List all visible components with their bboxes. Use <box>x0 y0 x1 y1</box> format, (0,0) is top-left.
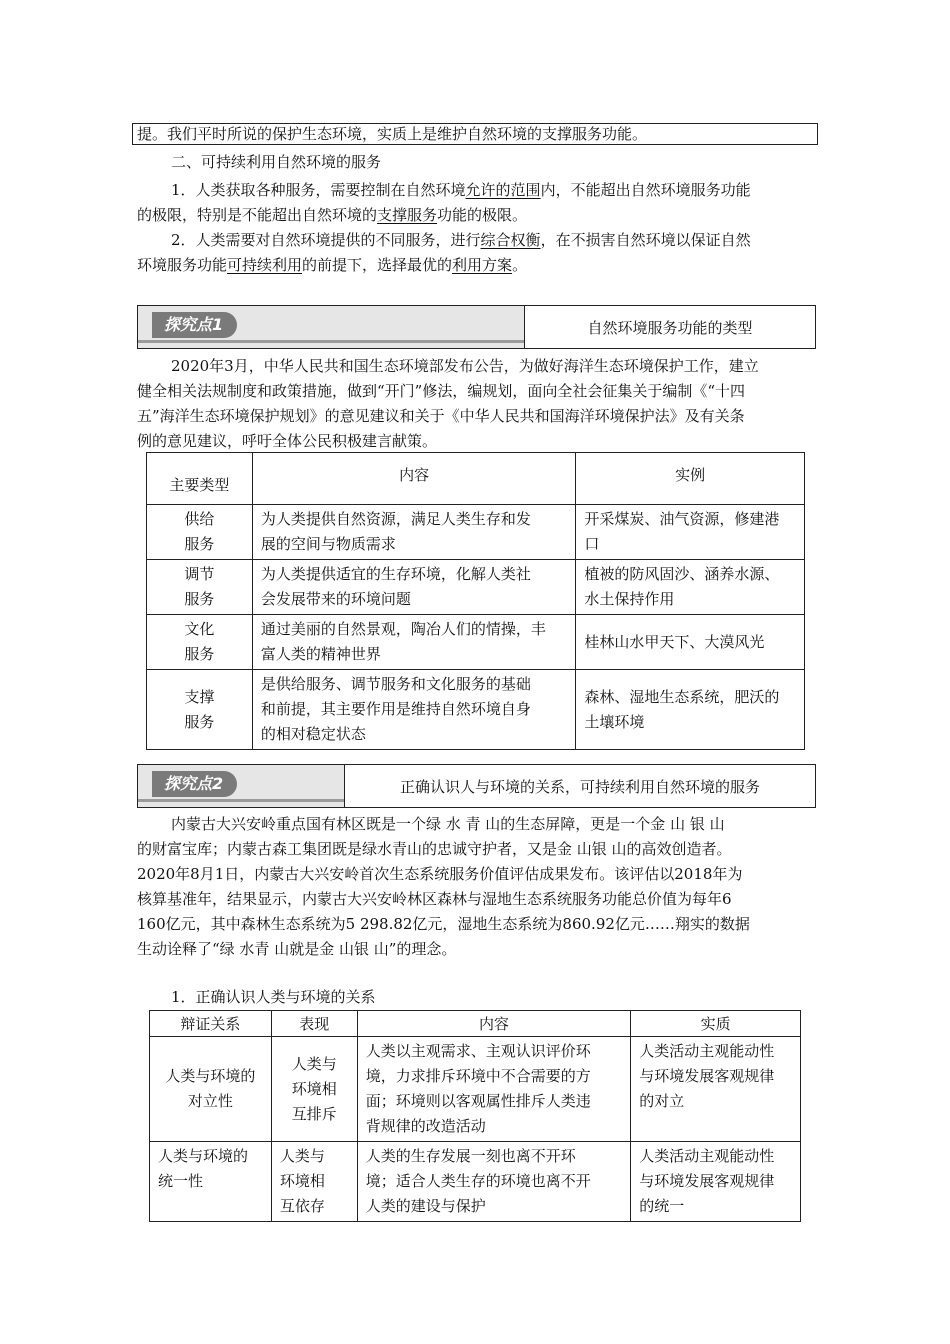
column-header: 内容 <box>252 453 575 505</box>
type-cell: 文化 服务 <box>147 615 253 670</box>
column-header: 主要类型 <box>147 453 253 505</box>
table-row <box>150 1037 801 1142</box>
explore-tag-area <box>138 306 524 348</box>
explore-point-2-banner <box>137 764 816 808</box>
table-header-row <box>150 1011 801 1037</box>
form-cell: 人类与 环境相 互依存 <box>271 1142 357 1222</box>
underlined-term: 允许的范围 <box>465 181 541 199</box>
explore1-para-line: 健全相关法规制度和政策措施，做到“开门”修法，编规划，面向全社会征集关于编制《“十四 <box>137 382 746 400</box>
essence-cell: 人类活动主观能动性 与环境发展客观规律 的对立 <box>631 1037 801 1142</box>
explore2-para-line: 生动诠释了“绿 水青 山就是金 山银 山”的理念。 <box>137 940 457 958</box>
explore2-para-line: 160亿元，其中森林生态系统为5 298.82亿元，湿地生态系统为860.92亿元……翔实的数据 <box>137 915 750 933</box>
paragraph-1-line-2: 的极限，特别是不能超出自然环境的支撑服务功能的极限。 <box>137 206 528 224</box>
explore-tag: 探究点1 <box>152 312 237 338</box>
continued-text-box: 提。我们平时所说的保护生态环境，实质上是维护自然环境的支撑服务功能。 <box>132 123 818 145</box>
content-cell: 人类以主观需求、主观认识评价环 境，力求排斥环境中不合需要的方 面；环境则以客观属性排斥人类违 背规律的改造活动 <box>357 1037 631 1142</box>
explore-tag: 探究点2 <box>152 771 237 797</box>
underlined-term: 可持续利用 <box>227 256 303 274</box>
type-cell: 支撑 服务 <box>147 670 253 750</box>
example-cell: 森林、湿地生态系统，肥沃的 土壤环境 <box>576 670 805 750</box>
explore2-para-line: 核算基准年，结果显示，内蒙古大兴安岭林区森林与湿地生态系统服务功能总价值为每年6 <box>137 890 732 908</box>
type-cell: 供给 服务 <box>147 505 253 560</box>
explore-point-1-banner <box>137 305 816 349</box>
content-cell: 人类的生存发展一刻也离不开环 境；适合人类生存的环境也离不开 人类的建设与保护 <box>357 1142 631 1222</box>
content-cell: 为人类提供适宜的生存环境，化解人类社 会发展带来的环境问题 <box>252 560 575 615</box>
column-header: 辩证关系 <box>150 1011 272 1037</box>
essence-cell: 人类活动主观能动性 与环境发展客观规律 的统一 <box>631 1142 801 1222</box>
underlined-term: 利用方案 <box>452 256 513 274</box>
explore-point-1-title: 自然环境服务功能的类型 <box>524 306 815 348</box>
table-row <box>147 670 805 750</box>
relation-cell: 人类与环境的 统一性 <box>150 1142 272 1222</box>
form-cell: 人类与 环境相 互排斥 <box>271 1037 357 1142</box>
explore1-para-line: 例的意见建议，呼吁全体公民积极建言献策。 <box>137 432 438 450</box>
subsection-title: 1．正确认识人类与环境的关系 <box>171 988 376 1006</box>
content-cell: 通过美丽的自然景观，陶冶人们的情操，丰 富人类的精神世界 <box>252 615 575 670</box>
content-cell: 为人类提供自然资源，满足人类生存和发 展的空间与物质需求 <box>252 505 575 560</box>
content-cell: 是供给服务、调节服务和文化服务的基础 和前提，其主要作用是维持自然环境自身 的相对稳定状态 <box>252 670 575 750</box>
explore-tag-area <box>138 765 344 807</box>
relation-cell: 人类与环境的 对立性 <box>150 1037 272 1142</box>
column-header: 实质 <box>631 1011 801 1037</box>
explore-point-2-title: 正确认识人与环境的关系，可持续利用自然环境的服务 <box>344 765 815 807</box>
column-header: 实例 <box>576 453 805 505</box>
paragraph-2-line-2: 环境服务功能可持续利用的前提下，选择最优的利用方案。 <box>137 256 528 274</box>
column-header: 表现 <box>271 1011 357 1037</box>
column-header: 内容 <box>357 1011 631 1037</box>
explore1-para-line: 五”海洋生态环境保护规划》的意见建议和关于《中华人民共和国海洋环境保护法》及有关条 <box>137 407 745 425</box>
underlined-term: 综合权衡 <box>480 231 541 249</box>
service-types-table <box>146 452 805 750</box>
human-environment-table <box>149 1010 801 1222</box>
table-row <box>147 505 805 560</box>
table-header-row <box>147 453 805 505</box>
explore2-para-line: 内蒙古大兴安岭重点国有林区既是一个绿 水 青 山的生态屏障，更是一个金 山 银 山 <box>171 815 725 833</box>
explore2-para-line: 的财富宝库；内蒙古森工集团既是绿水青山的忠诚守护者，又是金 山银 山的高效创造者。 <box>137 840 732 858</box>
section-title: 二、可持续利用自然环境的服务 <box>171 153 382 171</box>
explore2-para-line: 2020年8月1日，内蒙古大兴安岭首次生态系统服务价值评估成果发布。该评估以2018年为 <box>137 865 743 883</box>
underlined-term: 支撑服务 <box>377 206 438 224</box>
example-cell: 开采煤炭、油气资源，修建港 口 <box>576 505 805 560</box>
table-row <box>147 560 805 615</box>
table-row <box>147 615 805 670</box>
table-row <box>150 1142 801 1222</box>
example-cell: 植被的防风固沙、涵养水源、 水土保持作用 <box>576 560 805 615</box>
type-cell: 调节 服务 <box>147 560 253 615</box>
paragraph-1-line-1: 1．人类获取各种服务，需要控制在自然环境允许的范围内，不能超出自然环境服务功能 <box>171 181 751 199</box>
paragraph-2-line-1: 2．人类需要对自然环境提供的不同服务，进行综合权衡，在不损害自然环境以保证自然 <box>171 231 751 249</box>
example-cell: 桂林山水甲天下、大漠风光 <box>576 615 805 670</box>
explore1-para-line: 2020年3月，中华人民共和国生态环境部发布公告，为做好海洋生态环境保护工作，建立 <box>171 357 759 375</box>
